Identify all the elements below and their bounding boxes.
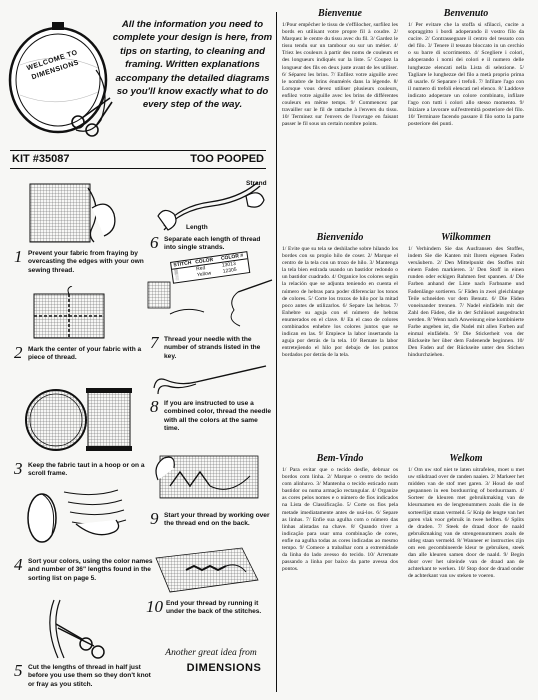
step-9-illustration — [150, 446, 270, 508]
hoop-text: WELCOME TO DIMENSIONS — [25, 49, 80, 82]
scissors-icon — [56, 624, 104, 658]
step-5-text: Cut the lengths of thread in half just before you use them so they don't knot or fray as you stitch. — [28, 664, 151, 688]
length-label: Length — [186, 224, 208, 231]
lang-title-dutch: Welkom — [449, 453, 483, 464]
key-row-code: 12305 — [222, 267, 238, 276]
kit-header — [10, 150, 266, 169]
key-header-color: COLOR — [194, 256, 214, 266]
lang-text-french: 1/Pour empêcher le tissu de s'effilocher, surfilez les bords en utilisant votre propre fil à coudre. 2/ Marquez le centre du tissu avec du fil. 3/ Gardez le tissu tendu sur un tambour ou sur un métier. 4/ Triez les couleurs à partir des noms de couleurs et des longueurs indiqués sur la liste. 5/ Coupez la longueur des fils en deux juste avant de les utiliser. 6/ Séparez les brins. 7/ Enfilez votre aiguille avec le nombre de brins énumérés dans la légende. 8/ Lorsque vous devez utiliser plusieurs couleurs, enfilez votre aiguille avec les brins de différentes couleurs en même temps. 9/ Commencez par travailler sur le fil de rattache à l'envers du tissu. 10/ Terminez sur l'envers de l'ouvrage en faisant passer le fil sous un certain nombre points. — [282, 22, 398, 128]
lang-text-spanish: 1/ Evite que su tela se deshilache sobre hilando los bordes con su propio hilo de coser. 2/ Marque el centro de la tela con un trozo de hilo. 3/ Mantenga la tela bien estirada usando un bastidor redondo o un bastidor cuadrado. 4/ Organice los colores según la relación que se adjunta teniendo en cuenta el número de hebras para poder diferenciar los tonos de colores. 5/ Corte los trozos de hilo por la mitad poco antes de utilizarlos. 6/ Separe las hebras. 7/ Enhebre su aguja con el número de hebras enumerados en el clave. 8/ En el caso de colores combinados enhebre los colores juntos que se indican en las. 9/ Empiece la labor insertando la aguja por detrás de la tela. 10/ Remate la labor entretejiendo el hilo por debajo de los puntos bordados por detrás de la tela. — [282, 246, 398, 359]
step-4-number: 4 — [14, 555, 23, 574]
intro-text: All the information you need to complete your design is here, from tips on starting, to cleaning and framing. Written explanations accompany the detailed diagrams so you'll know exactly what to do every step of the way. — [112, 19, 273, 111]
step-2-number: 2 — [14, 343, 23, 362]
step-8-number: 8 — [150, 397, 159, 416]
kit-title: TOO POOPED — [190, 153, 264, 165]
step-10-illustration — [150, 540, 270, 596]
step-4-illustration — [18, 484, 138, 552]
step-10-text: End your thread by running it under the back of the stitches. — [166, 600, 262, 616]
key-row-color: Red — [195, 265, 206, 273]
step-4-text: Sort your colors, using the color names and number of 36" lengths found in the sorting list on page 5. — [28, 558, 153, 582]
brand-logo: DIMENSIONS — [186, 662, 262, 674]
lang-text-italian: 1/ Per evitare che la stoffa si sfilacci, cucite a sopraggitto i bordi adoperando il vostro filo da cucire. 2/ Contrassegnare il centro del tessuto con del filo. 3/ Tenere il tessuto bloccato in un cerchio o su barre di scorrimento. 4/ Scegliere i colori, adoperando i nomi dei colori e il numero delle lunghezze elencati nella Lista di selezione. 5/ Tagliare le lunghezze del filo a metà proprio prima di usarle. 6/ Separare i trefoli. 7/ Infilare l'ago con il numero di trefoli elencati nel elenco. 8/ Laddove indicato adoperare un colore combinato, infilare l'ago con tutti i colori allo stesso momento. 9/ Iniziare a lavorare sull'estremità posteriore del filo. 10/ Terminare facendo passare il filo sotto la parte posteriore dei punti. — [408, 22, 524, 128]
needle — [238, 280, 272, 292]
key-row-code: 13013 — [221, 261, 237, 269]
step-5-number: 5 — [14, 661, 23, 680]
lang-title-portuguese: Bem-Vindo — [316, 453, 364, 464]
column-divider — [276, 12, 277, 692]
lang-text-german: 1/ Verhindern Sie das Ausfransen des Stoffes, indem Sie die Kanten mit Ihrem eigenen Faden versäubern. 2/ Den Mittelpunkt des Stoffes mit einem Faden markieren. 3/ Den Stoff in einen runden oder eckigen Rahmen fest spannen. 4/ Die Farben anhand der Liste nach Farbname und Fadenlänge sortieren. 5/ Fäden in zwei gleichlange Teile schneiden vor dem Benutz. 6/ Die Fäden voneinander trennen. 7/ Nadel einfädeln mit der Zahl den Fäden, die in der Schlüssel ausgedruckt werden. 8/ Wenn nach Anweisung eine kombinierte Farbe angeben ist, die Nadel mit allen Farben auf einmal einfädeln. 9/ Die Stickerheit von der Rückseite her über dem Fadenende beginnen. 10/ Den Faden auf der Rückseite unter den Stichen hindurchziehen. — [408, 246, 524, 359]
step-6-number: 6 — [150, 233, 159, 252]
lang-title-french: Bienvenue — [318, 8, 362, 19]
step-1-text: Prevent your fabric from fraying by overcasting the edges with your own sewing thread. — [28, 250, 144, 274]
key-swatch: ▒ — [174, 269, 179, 276]
step-2-text: Mark the center of your fabric with a piece of thread. — [28, 346, 142, 362]
step-3-number: 3 — [14, 459, 23, 478]
step-9-number: 9 — [150, 509, 159, 528]
step-9-text: Start your thread by working over the thread end on the back. — [164, 512, 270, 528]
kit-number: KIT #35087 — [12, 153, 70, 165]
key-row-color: Yellow — [196, 270, 212, 279]
step-5-illustration — [24, 596, 124, 662]
step-2-illustration — [24, 286, 124, 344]
step-6-text: Separate each length of thread into single strands. — [164, 236, 261, 252]
step-8-text: If you are instructed to use a combined color, thread the needle with all the colors at the same time. — [164, 400, 271, 433]
step-8-illustration — [150, 362, 270, 398]
lang-text-dutch: 1/ Om uw stof niet te laten uitrafelen, moet u met uw stikdraad over de randen naaien. 2/ Markeer het midden van de stof met garen. 3/ Houd de stof gespannen in een borduurring of borduurraam. 4/ Sorteer de kleuren met gebruikmaking van de kleurnamen en de lengtenummers zoals die in de sorteerlijst staan vermeld. 5/ Knip de lengte van het garen vlak voor gebruik in twee helften. 6/ Splits de draden. 7/ Steek de draad door de naald gebruikmaking van de strengennummers zoals de uitleg staan vermeld. 8/ Wanneer er instructies zijn om een gecombineerde kleur te gebruiken, steek dan alle kleuren samen door de naald. 9/ Begin door over het uiteinde van de draad aan de achterkant te werken. 10/ Stop door de draad onder de achterkant van uw steken te voeren. — [408, 467, 524, 580]
tagline: Another great idea from — [165, 648, 257, 658]
step-3-illustration — [16, 382, 136, 460]
strand-label: Strand — [246, 180, 267, 187]
step-7-illustration — [146, 270, 276, 332]
key-swatch: ░ — [174, 275, 180, 282]
needle — [196, 366, 266, 382]
step-1-number: 1 — [14, 247, 23, 266]
step-7-text: Thread your needle with the number of strands listed in the key. — [164, 336, 261, 360]
key-header-cnum: COLOR # — [220, 252, 244, 262]
key-header-stitch: STITCH — [173, 260, 192, 269]
lang-title-german: Wilkommen — [441, 232, 491, 243]
step-7-number: 7 — [150, 333, 159, 352]
lang-title-italian: Benvenuto — [443, 8, 489, 19]
step-10-number: 10 — [146, 597, 163, 616]
lang-text-portuguese: 1/ Para evitar que o tecido desfie, debruar os bordos com linha. 2/ Marque o centro do tecido com alinhavo. 3/ Mantenha o tecido esticado num bastidor ou numa armação rectangular. 4/ Organize as cores pelos nomes e o número de fios indicados na Lista de Classificação. 5/ Corte os fios pela metade imediatamente antes de usá-los. 6/ Separe as linhas. 7/ Enfie sua agulha com o número das linhas alistadas na chave. 8/ Quando tiver a indicação para usar uma combinação de cores, enfie na agulha todas as cores indicadas ao mesmo tempo. 9/ Comece a trabalhar com a extremidade da linha do lado avesso do tecido. 10/ Arremate passando a linha por baixo da parte avessa dos pontos. — [282, 467, 398, 573]
step-3-text: Keep the fabric taut in a hoop or on a scroll frame. — [28, 462, 145, 478]
step-1-illustration — [22, 178, 122, 250]
lang-title-spanish: Bienvenido — [316, 232, 364, 243]
